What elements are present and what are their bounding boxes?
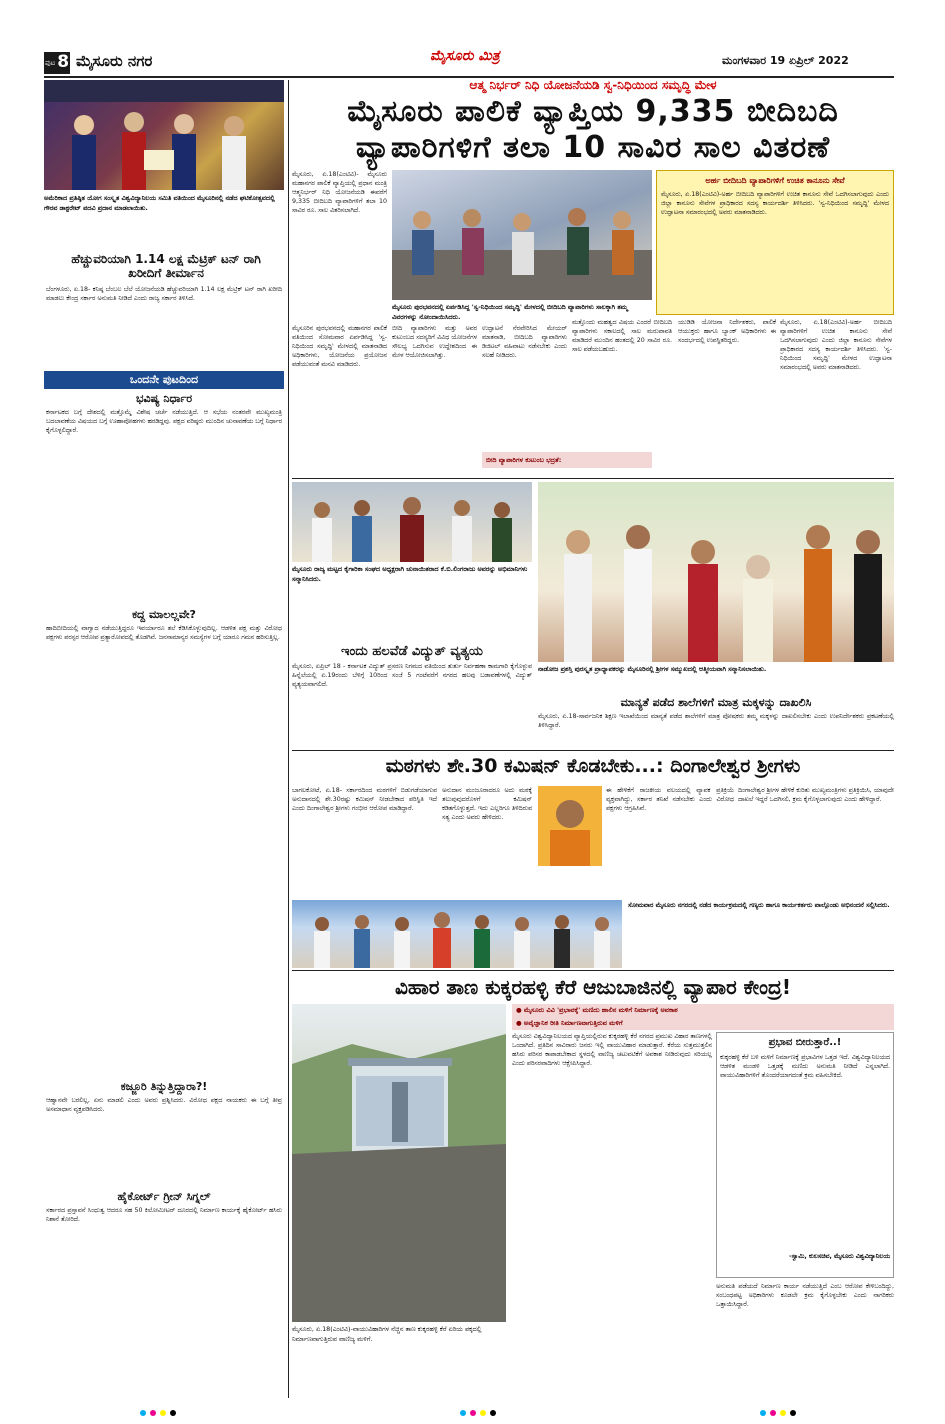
commission-col4: ದಿಂಗಾಲೇಶ್ವರ ಶ್ರೀಗಳ ಹೇಳಿಕೆ ಕುರಿತು ಮುಖ್ಯಮಂತ್ರಿಗಳು ಪ್ರತಿಕ್ರಿಯಿಸಿ, ಯಾವುದೇ ದಾಖಲೆ ಇದ್ದರೆ ಒದಗಿಸಲಿ, ಕ್ರಮ ಕೈಗೊಳ್ಳಲಾಗುವುದು ಎಂದು ಹೇಳಿದ್ದಾರೆ. <box>738 787 894 803</box>
felicitation-photo-figures <box>292 482 532 562</box>
lead-col7: ಮೈಸೂರು, ಏ.18(ಎಂಟಿವಿ)-ಅರ್ಹ ಬೀದಿಬದಿ ವ್ಯಾಪಾರಿಗಳಿಗೆ ಉಚಿತ ಕಾನೂನು ಸೇವೆ ಒದಗಿಸಲಾಗುವುದು ಎಂದು ಜಿಲ್ಲಾ ಕಾನೂನು ಸೇವೆಗಳ ಪ್ರಾಧಿಕಾರದ ಸದಸ್ಯ ಕಾರ್ಯದರ್ಶಿ ತಿಳಿಸಿದರು. 'ಸ್ವ-ನಿಧಿಯಿಂದ ಸಮೃದ್ಧಿ' ಮೇಳದ ಉದ್ಘಾಟನಾ ಸಮಾರಂಭದಲ್ಲಿ ಅವರು ಮಾತನಾಡಿದರು. <box>780 319 892 371</box>
vihara-bullet-2: ● ಅವೈಜ್ಞಾನಿಕ ರೀತಿ ನಿರ್ಮಾಣವಾಗುತ್ತಿರುವ ಮಳಿಗೆ <box>512 1017 894 1030</box>
stolen-body: ಹಾದಿಬೀದಿಯಲ್ಲಿ ವಾಗ್ವಾದ ನಡೆಯುತ್ತಿದ್ದರೂ ಇವರ್ಯಾರೂ ತಲೆ ಕೆಡಿಸಿಕೊಳ್ಳುವುದಿಲ್ಲ. ಆಡಳಿತ ಪಕ್ಷ ಮತ್ತು ವಿರೋಧ ಪಕ್ಷಗಳು ಪರಸ್ಪರ ಆರೋಪ ಪ್ರತ್ಯಾರೋಪದಲ್ಲಿ ತೊಡಗಿವೆ. ಜನಸಾಮಾನ್ಯರ ಸಮಸ್ಯೆಗಳ ಬಗ್ಗೆ ಯಾರೂ ಗಮನ ಹರಿಸುತ್ತಿಲ್ಲ. <box>46 625 282 641</box>
kiosk-photo <box>292 1004 506 1322</box>
subhead-highcourt: ಹೈಕೋರ್ಟ್ ಗ್ರೀನ್ ಸಿಗ್ನಲ್ <box>117 1190 211 1203</box>
vihara-headline: ವಿಹಾರ ತಾಣ ಕುಕ್ಕರಹಳ್ಳಿ ಕೆರೆ ಆಜುಬಾಜಿನಲ್ಲಿ ವ್ಯಾಪಾರ ಕೇಂದ್ರ! <box>395 975 791 999</box>
registration-dot <box>790 1410 796 1416</box>
convocation-photo <box>44 80 284 190</box>
registration-dot <box>470 1410 476 1416</box>
legal-aid-box <box>656 170 894 315</box>
lead-col6: ಯುಡಿಡಿ ಯೋಜನಾ ನಿರ್ದೇಶಕರು, ಪಾಲಿಕೆ ಆಯುಕ್ತರು ಹಾಗೂ ಬ್ಯಾಂಕ್ ಅಧಿಕಾರಿಗಳು ಈ ಸಂದರ್ಭದಲ್ಲಿ ಉಪಸ್ಥಿತರಿದ್ದರು. <box>678 319 776 344</box>
lead-photo-caption: ಮೈಸೂರು ಪುರಭವನದಲ್ಲಿ ಏರ್ಪಡಿಸಿದ್ದ 'ಸ್ವ-ನಿಧಿಯಿಂದ ಸಮೃದ್ಧಿ' ಮೇಳದಲ್ಲಿ ಬೀದಿಬದಿ ವ್ಯಾಪಾರಿಗಳು ಸಾಲಕ್ಕಾಗಿ ತಮ್ಮ ವಿವರಗಳನ್ನು ನೋಂದಾಯಿಸಿದರು. <box>392 303 628 321</box>
section-title: ಮೈಸೂರು ನಗರ <box>76 52 153 70</box>
kiosk-photo-scene <box>292 1004 506 1322</box>
ceremony-photo <box>538 482 894 662</box>
lead-col2: ಮೈಸೂರಿನ ಪುರಭವನದಲ್ಲಿ ಮಹಾನಗರ ಪಾಲಿಕೆ ವತಿಯಿಂದ ಸೋಮವಾರ ಏರ್ಪಡಿಸಿದ್ದ 'ಸ್ವ-ನಿಧಿಯಿಂದ ಸಮೃದ್ಧಿ' ಮೇಳದಲ್ಲಿ ಮಾತನಾಡಿದ ಅಧಿಕಾರಿಗಳು, ಯೋಜನೆಯ ಪ್ರಯೋಜನ ಪಡೆಯುವಂತೆ ಮನವಿ ಮಾಡಿದರು. <box>292 325 387 368</box>
lead-col4: ಉದ್ಘಾಟನೆ ನೆರವೇರಿಸಿದ ಮೇಯರ್ ಮಾತನಾಡಿ, ಬೀದಿಬದಿ ವ್ಯಾಪಾರಿಗಳು ಡಿಜಿಟಲ್ ವಹಿವಾಟು ನಡೆಸಬೇಕು ಎಂದು ಸಲಹೆ ನೀಡಿದರು. <box>482 325 567 359</box>
subhead-future: ಭವಿಷ್ಯ ನಿರ್ಧಾರ <box>135 392 193 405</box>
schools-headline: ಮಾನ್ಯತೆ ಪಡೆದ ಶಾಲೆಗಳಿಗೆ ಮಾತ್ರ ಮಕ್ಕಳನ್ನು ದಾಖಲಿಸಿ <box>620 696 812 709</box>
kiosk-caption: ಮೈಸೂರು, ಏ.18(ಎಂಟಿವಿ)-ವಾಯುವಿಹಾರಿಗಳ ನೆಚ್ಚಿನ ತಾಣ ಕುಕ್ಕರಹಳ್ಳಿ ಕೆರೆ ಏರಿಯ ಪಕ್ಕದಲ್ಲಿ ನಿರ್ಮಾಣವಾಗುತ್ತಿರುವ ವಾಣಿಜ್ಯ ಮಳಿಗೆ. <box>292 1325 482 1343</box>
registration-dot <box>490 1410 496 1416</box>
vihara-body-2: ಅನುಮತಿ ಪಡೆಯದೆ ನಿರ್ಮಾಣ ಕಾರ್ಯ ನಡೆಯುತ್ತಿದೆ ಎಂಬ ಆರೋಪ ಕೇಳಿಬಂದಿದ್ದು, ಸಂಬಂಧಪಟ್ಟ ಅಧಿಕಾರಿಗಳು ಕೂಡಲೇ ಕ್ರಮ ಕೈಗೊಳ್ಳಬೇಕು ಎಂದು ನಾಗರಿಕರು ಒತ್ತಾಯಿಸಿದ್ದಾರೆ. <box>716 1283 894 1308</box>
subhead-kajjuri: ಕಜ್ಜೂರಿ ತಿನ್ನುತ್ತಿದ್ದಾರಾ?! <box>120 1080 208 1093</box>
lead-headline-line2: ವ್ಯಾಪಾರಿಗಳಿಗೆ ತಲಾ 10 ಸಾವಿರ ಸಾಲ ವಿತರಣೆ <box>355 130 831 165</box>
convocation-photo-figures <box>44 80 284 190</box>
section-divider <box>292 970 894 971</box>
convocation-caption: ಅಮೆರಿಕಾದ ಪ್ರತಿಷ್ಠಿತ ಯೋಗ ಸಂಸ್ಕೃತ ವಿಶ್ವವಿದ್ಯಾನಿಲಯ ಸಮಿತಿ ವತಿಯಿಂದ ಮೈಸೂರಿನಲ್ಲಿ ನಡೆದ ಘಟಿಕೋತ್ಸವದಲ್ಲಿ ಗೌರವ ಡಾಕ್ಟರೇಟ್ ಪದವಿ ಪ್ರದಾನ ಮಾಡಲಾಯಿತು. <box>44 194 275 212</box>
lead-photo <box>392 170 652 300</box>
page-label: ಪುಟ <box>44 58 56 67</box>
influence-box-title: ಪ್ರಭಾವ ಬೀರುತ್ತಾರೆ..! <box>768 1037 842 1048</box>
felicitation-caption: ಮೈಸೂರು ರಾಜ್ಯ ಮಟ್ಟದ ಕೈಗಾರಿಕಾ ಸಂಘದ ಅಧ್ಯಕ್ಷರಾಗಿ ಚುನಾಯಿತರಾದ ಕೆ.ಬಿ.ಲಿಂಗರಾಜು ಅವರನ್ನು ಅಭಿಮಾನಿಗಳು ಸನ್ಮಾನಿಸಿದರು. <box>292 565 528 583</box>
page-number: 8 <box>57 52 70 73</box>
registration-dot <box>480 1410 486 1416</box>
influence-box-signature: -ಸ್ವಾಮಿ, ಕುಲಸಚಿವ, ಮೈಸೂರು ವಿಶ್ವವಿದ್ಯಾನಿಲಯ <box>789 1253 890 1260</box>
vihara-body-1: ಮೈಸೂರು ವಿಶ್ವವಿದ್ಯಾನಿಲಯದ ವ್ಯಾಪ್ತಿಯಲ್ಲಿರುವ ಕುಕ್ಕರಹಳ್ಳಿ ಕೆರೆ ನಗರದ ಪ್ರಮುಖ ವಿಹಾರ ತಾಣಗಳಲ್ಲಿ ಒಂದಾಗಿದೆ. ಪ್ರತಿದಿನ ಸಾವಿರಾರು ಜನರು ಇಲ್ಲಿ ವಾಯುವಿಹಾರ ಮಾಡುತ್ತಾರೆ. ಕೆರೆಯ ಸುತ್ತಮುತ್ತಲಿನ ಹಸಿರು ಪರಿಸರ ಕಾಪಾಡಬೇಕಾದ ಸ್ಥಳದಲ್ಲಿ ವಾಣಿಜ್ಯ ಚಟುವಟಿಕೆಗೆ ಅವಕಾಶ ನೀಡಿರುವುದು ಸರಿಯಲ್ಲ ಎಂದು ಪರಿಸರವಾದಿಗಳು ಆಕ್ಷೇಪಿಸಿದ್ದಾರೆ. <box>512 1033 712 1067</box>
section-divider <box>292 478 894 479</box>
registration-dot <box>770 1410 776 1416</box>
section-divider <box>292 750 894 751</box>
commission-col1: ಬಾಗಲಕೋಟೆ, ಏ.18- ಸರ್ಕಾರದಿಂದ ಮಠಗಳಿಗೆ ಬಿಡುಗಡೆಯಾಗುವ ಅನುದಾನದಲ್ಲಿ ಶೇ.30ರಷ್ಟು ಕಮಿಷನ್ ನೀಡಬೇಕಾದ ಪರಿಸ್ಥಿತಿ ಇದೆ ಎಂದು ದಿಂಗಾಲೇಶ್ವರ ಶ್ರೀಗಳು ಗಂಭೀರ ಆರೋಪ ಮಾಡಿದ್ದಾರೆ. <box>292 787 437 812</box>
registration-dot <box>160 1410 166 1416</box>
ragi-headline: ಹೆಚ್ಚುವರಿಯಾಗಿ 1.14 ಲಕ್ಷ ಮೆಟ್ರಿಕ್ ಟನ್ ರಾಗಿ ಖರೀದಿಗೆ ತೀರ್ಮಾನ <box>71 252 261 280</box>
power-headline: ಇಂದು ಹಲವೆಡೆ ವಿದ್ಯುತ್ ವ್ಯತ್ಯಯ <box>341 644 483 659</box>
lead-col1: ಮೈಸೂರು, ಏ.18(ಎಂಟಿವಿ)- ಮೈಸೂರು ಮಹಾನಗರ ಪಾಲಿಕೆ ವ್ಯಾಪ್ತಿಯಲ್ಲಿ ಪ್ರಧಾನ ಮಂತ್ರಿ ಆತ್ಮನಿರ್ಭರ್ ನಿಧಿ ಯೋಜನೆಯಡಿ ಈವರೆಗೆ 9,335 ಬೀದಿಬದಿ ವ್ಯಾಪಾರಿಗಳಿಗೆ ತಲಾ 10 ಸಾವಿರ ರೂ. ಸಾಲ ವಿತರಿಸಲಾಗಿದೆ. <box>292 171 387 214</box>
page-number-badge <box>44 52 70 74</box>
ceremony-photo-figures <box>538 482 894 662</box>
power-body: ಮೈಸೂರು, ಏಪ್ರಿಲ್ 18 - ಕರ್ನಾಟಕ ವಿದ್ಯುತ್ ಪ್ರಸರಣ ನಿಗಮದ ವತಿಯಿಂದ ತುರ್ತು ನಿರ್ವಹಣಾ ಕಾಮಗಾರಿ ಕೈಗೊಳ್ಳುವ ಹಿನ್ನೆಲೆಯಲ್ಲಿ ಏ.19ರಂದು ಬೆಳಿಗ್ಗೆ 10ರಿಂದ ಸಂಜೆ 5 ಗಂಟೆವರೆಗೆ ನಗರದ ಹಲವು ಬಡಾವಣೆಗಳಲ್ಲಿ ವಿದ್ಯುತ್ ವ್ಯತ್ಯಯವಾಗಲಿದೆ. <box>292 663 532 688</box>
column-divider <box>288 80 289 1398</box>
column-title-badge: ಒಂದನೇ ಪುಟದಿಂದ <box>44 371 284 389</box>
subhead-stolen: ಕದ್ದ ಮಾಲಲ್ಲವೇ? <box>132 608 196 621</box>
lead-photo-figures <box>392 170 652 300</box>
registration-dot <box>780 1410 786 1416</box>
legal-aid-title: ಅರ್ಹ ಬೀದಿಬದಿ ವ್ಯಾಪಾರಿಗಳಿಗೆ ಉಚಿತ ಕಾನೂನು ಸೇವೆ <box>705 176 845 185</box>
felicitation-photo <box>292 482 532 562</box>
lead-kicker: ಆತ್ಮ ನಿರ್ಭರ್ ನಿಧಿ ಯೋಜನೆಯಡಿ ಸ್ವ-ನಿಧಿಯಿಂದ ಸಮೃದ್ಧಿ ಮೇಳ <box>469 78 717 92</box>
ceremony-caption: ನಾಡೋಜ ಪ್ರಶಸ್ತಿ ಪುರಸ್ಕೃತ ಪ್ರಾಧ್ಯಾಪಕರನ್ನು ಮೈಸೂರಿನಲ್ಲಿ ಶ್ರೀಗಳ ಸಮ್ಮುಖದಲ್ಲಿ ಆತ್ಮೀಯವಾಗಿ ಸನ್ಮಾನಿಸಲಾಯಿತು. <box>538 665 767 673</box>
registration-dot <box>150 1410 156 1416</box>
vihara-bullet-1: ● ಮೈಸೂರು ವಿವಿ 'ಪ್ರಭಾವಕ್ಕೆ' ಮಣಿದು ಹಾಲಿನ ಮಳಿಗೆ ನಿರ್ಮಾಣಕ್ಕೆ ಅವಕಾಶ <box>512 1004 894 1017</box>
registration-dot <box>140 1410 146 1416</box>
lead-headline-line1: ಮೈಸೂರು ಪಾಲಿಕೆ ವ್ಯಾಪ್ತಿಯ 9,335 ಬೀದಿಬದಿ <box>347 94 839 129</box>
paper-name: ಮೈಸೂರು ಮಿತ್ರ <box>430 48 500 64</box>
issue-date: ಮಂಗಳವಾರ 19 ಏಪ್ರಿಲ್ 2022 <box>722 54 849 67</box>
commission-headline: ಮಠಗಳು ಶೇ.30 ಕಮಿಷನ್ ಕೊಡಬೇಕು...: ದಿಂಗಾಲೇಶ್ವರ ಶ್ರೀಗಳು <box>385 755 801 777</box>
lead-subhead: ಬೀದಿ ವ್ಯಾಪಾರಿಗಳ ಕುಟುಂಬ ಭದ್ರತೆ: <box>482 452 652 468</box>
future-body: ಕರ್ನಾಟಕದ ಬಗ್ಗೆ ದೇಶದಲ್ಲಿ ಮತ್ತೊಮ್ಮೆ ವಿಶೇಷ ಚರ್ಚೆ ನಡೆಯುತ್ತಿದೆ. ಆ ಸಭೆಯ ನಂತರವೇ ಮುಖ್ಯಮಂತ್ರಿ ಬದಲಾವಣೆಯ ವಿಷಯದ ಬಗ್ಗೆ ಊಹಾಪೋಹಗಳು ಹರಡಿದ್ದವು. ಪಕ್ಷದ ವರಿಷ್ಠರು ಮುಂದಿನ ಚುನಾವಣೆಯ ಬಗ್ಗೆ ನಿರ್ಧಾರ ಕೈಗೊಳ್ಳಲಿದ್ದಾರೆ. <box>46 409 282 434</box>
commission-col3: ಈ ಹೇಳಿಕೆಗೆ ರಾಜಕೀಯ ವಲಯದಲ್ಲಿ ವ್ಯಾಪಕ ಪ್ರತಿಕ್ರಿಯೆ ವ್ಯಕ್ತವಾಗಿದ್ದು, ಸರ್ಕಾರ ತನಿಖೆ ನಡೆಸಬೇಕು ಎಂದು ವಿರೋಧ ಪಕ್ಷಗಳು ಆಗ್ರಹಿಸಿವೆ. <box>606 787 734 812</box>
legal-aid-body: ಮೈಸೂರು, ಏ.18(ಎಂಟಿವಿ)-ಅರ್ಹ ಬೀದಿಬದಿ ವ್ಯಾಪಾರಿಗಳಿಗೆ ಉಚಿತ ಕಾನೂನು ಸೇವೆ ಒದಗಿಸಲಾಗುವುದು ಎಂದು ಜಿಲ್ಲಾ ಕಾನೂನು ಸೇವೆಗಳ ಪ್ರಾಧಿಕಾರದ ಸದಸ್ಯ ಕಾರ್ಯದರ್ಶಿ ತಿಳಿಸಿದರು. 'ಸ್ವ-ನಿಧಿಯಿಂದ ಸಮೃದ್ಧಿ' ಮೇಳದ ಉದ್ಘಾಟನಾ ಸಮಾರಂಭದಲ್ಲಿ ಅವರು ಮಾತನಾಡಿದರು. <box>661 191 889 216</box>
commission-col2: ಅನುದಾನ ಮಂಜೂರಾದರೂ ಅದು ಮಠಕ್ಕೆ ತಲುಪುವುದರೊಳಗೆ ಕಮಿಷನ್ ಕಡಿತಗೊಳ್ಳುತ್ತದೆ. ಇದು ಎಲ್ಲರಿಗೂ ತಿಳಿದಿರುವ ಸತ್ಯ ಎಂದು ಅವರು ಹೇಳಿದರು. <box>442 787 532 821</box>
group-photo <box>292 900 622 968</box>
kajjuri-body: ಆಹ್ವಾನವೇ ಬರಲಿಲ್ಲ, ಏನು ಮಾಡಲಿ ಎಂದು ಅವರು ಪ್ರಶ್ನಿಸಿದರು. ವಿರೋಧ ಪಕ್ಷದ ನಾಯಕರು ಈ ಬಗ್ಗೆ ತೀವ್ರ ಅಸಮಾಧಾನ ವ್ಯಕ್ತಪಡಿಸಿದರು. <box>46 1097 282 1113</box>
registration-dot <box>760 1410 766 1416</box>
lead-col3: ಬೀದಿ ವ್ಯಾಪಾರಿಗಳು ಮತ್ತು ಅವರ ಕುಟುಂಬದ ಸದಸ್ಯರಿಗೆ ವಿವಿಧ ಯೋಜನೆಗಳ ಸೌಲಭ್ಯ ಒದಗಿಸುವ ಉದ್ದೇಶದಿಂದ ಈ ಮೇಳ ಆಯೋಜಿಸಲಾಗಿತ್ತು. <box>392 325 477 359</box>
group-photo-caption: ಸೋಮವಾರ ಮೈಸೂರು ನಗರದಲ್ಲಿ ನಡೆದ ಕಾರ್ಯಕ್ರಮದಲ್ಲಿ ಗಣ್ಯರು ಹಾಗೂ ಕಾರ್ಯಕರ್ತರು ಪಾಲ್ಗೊಂಡು ಅಭಿನಂದನೆ ಸಲ್ಲಿಸಿದರು. <box>628 901 890 909</box>
seer-portrait <box>538 786 602 866</box>
registration-dot <box>460 1410 466 1416</box>
highcourt-body: ಸರ್ಕಾರದ ಪ್ರಸ್ತಾವನೆ ಸಿಂಧುತ್ವ ಆದರೂ ಸಹ 50 ಕಿಲೋಮೀಟರ್ ದೂರದಲ್ಲಿ ನಿರ್ಮಾಣ ಕಾರ್ಯಕ್ಕೆ ಹೈಕೋರ್ಟ್ ಹಸಿರು ನಿಶಾನೆ ತೋರಿದೆ. <box>46 1207 282 1223</box>
influence-box-body: ಕುಕ್ಕರಹಳ್ಳಿ ಕೆರೆ ಬಳಿ ಮಳಿಗೆ ನಿರ್ಮಾಣಕ್ಕೆ ಪ್ರಭಾವಿಗಳ ಒತ್ತಡ ಇದೆ. ವಿಶ್ವವಿದ್ಯಾನಿಲಯದ ಆಡಳಿತ ಮಂಡಳಿ ಒತ್ತಡಕ್ಕೆ ಮಣಿದು ಅನುಮತಿ ನೀಡಿದೆ ಎನ್ನಲಾಗಿದೆ. ವಾಯುವಿಹಾರಿಗಳಿಗೆ ತೊಂದರೆಯಾಗದಂತೆ ಕ್ರಮ ವಹಿಸಬೇಕಿದೆ. <box>720 1054 890 1079</box>
ragi-body: ಬೆಂಗಳೂರು, ಏ.18- ಕನಿಷ್ಠ ಬೆಂಬಲ ಬೆಲೆ ಯೋಜನೆಯಡಿ ಹೆಚ್ಚುವರಿಯಾಗಿ 1.14 ಲಕ್ಷ ಮೆಟ್ರಿಕ್ ಟನ್ ರಾಗಿ ಖರೀದಿ ಮಾಡಲು ಕೇಂದ್ರ ಸರ್ಕಾರ ಅನುಮತಿ ನೀಡಿದೆ ಎಂದು ರಾಜ್ಯ ಸರ್ಕಾರ ತಿಳಿಸಿದೆ. <box>46 286 282 302</box>
lead-col5: ಮತ್ತೊಂದು ಮಹತ್ವದ ವಿಷಯ ಎಂದರೆ ಬೀದಿಬದಿ ವ್ಯಾಪಾರಿಗಳು ಸಕಾಲದಲ್ಲಿ ಸಾಲ ಮರುಪಾವತಿ ಮಾಡಿದರೆ ಮುಂದಿನ ಹಂತದಲ್ಲಿ 20 ಸಾವಿರ ರೂ. ಸಾಲ ಪಡೆಯಬಹುದು. <box>572 319 672 353</box>
group-photo-figures <box>292 900 622 968</box>
seer-portrait-figure <box>538 786 602 866</box>
schools-body: ಮೈಸೂರು, ಏ.18-ಸಾರ್ವಜನಿಕ ಶಿಕ್ಷಣ ಇಲಾಖೆಯಿಂದ ಮಾನ್ಯತೆ ಪಡೆದ ಶಾಲೆಗಳಿಗೆ ಮಾತ್ರ ಪೋಷಕರು ತಮ್ಮ ಮಕ್ಕಳನ್ನು ದಾಖಲಿಸಬೇಕು ಎಂದು ಉಪನಿರ್ದೇಶಕರು ಪ್ರಕಟಣೆಯಲ್ಲಿ ತಿಳಿಸಿದ್ದಾರೆ. <box>538 713 894 729</box>
registration-dot <box>170 1410 176 1416</box>
influence-box <box>716 1032 894 1278</box>
